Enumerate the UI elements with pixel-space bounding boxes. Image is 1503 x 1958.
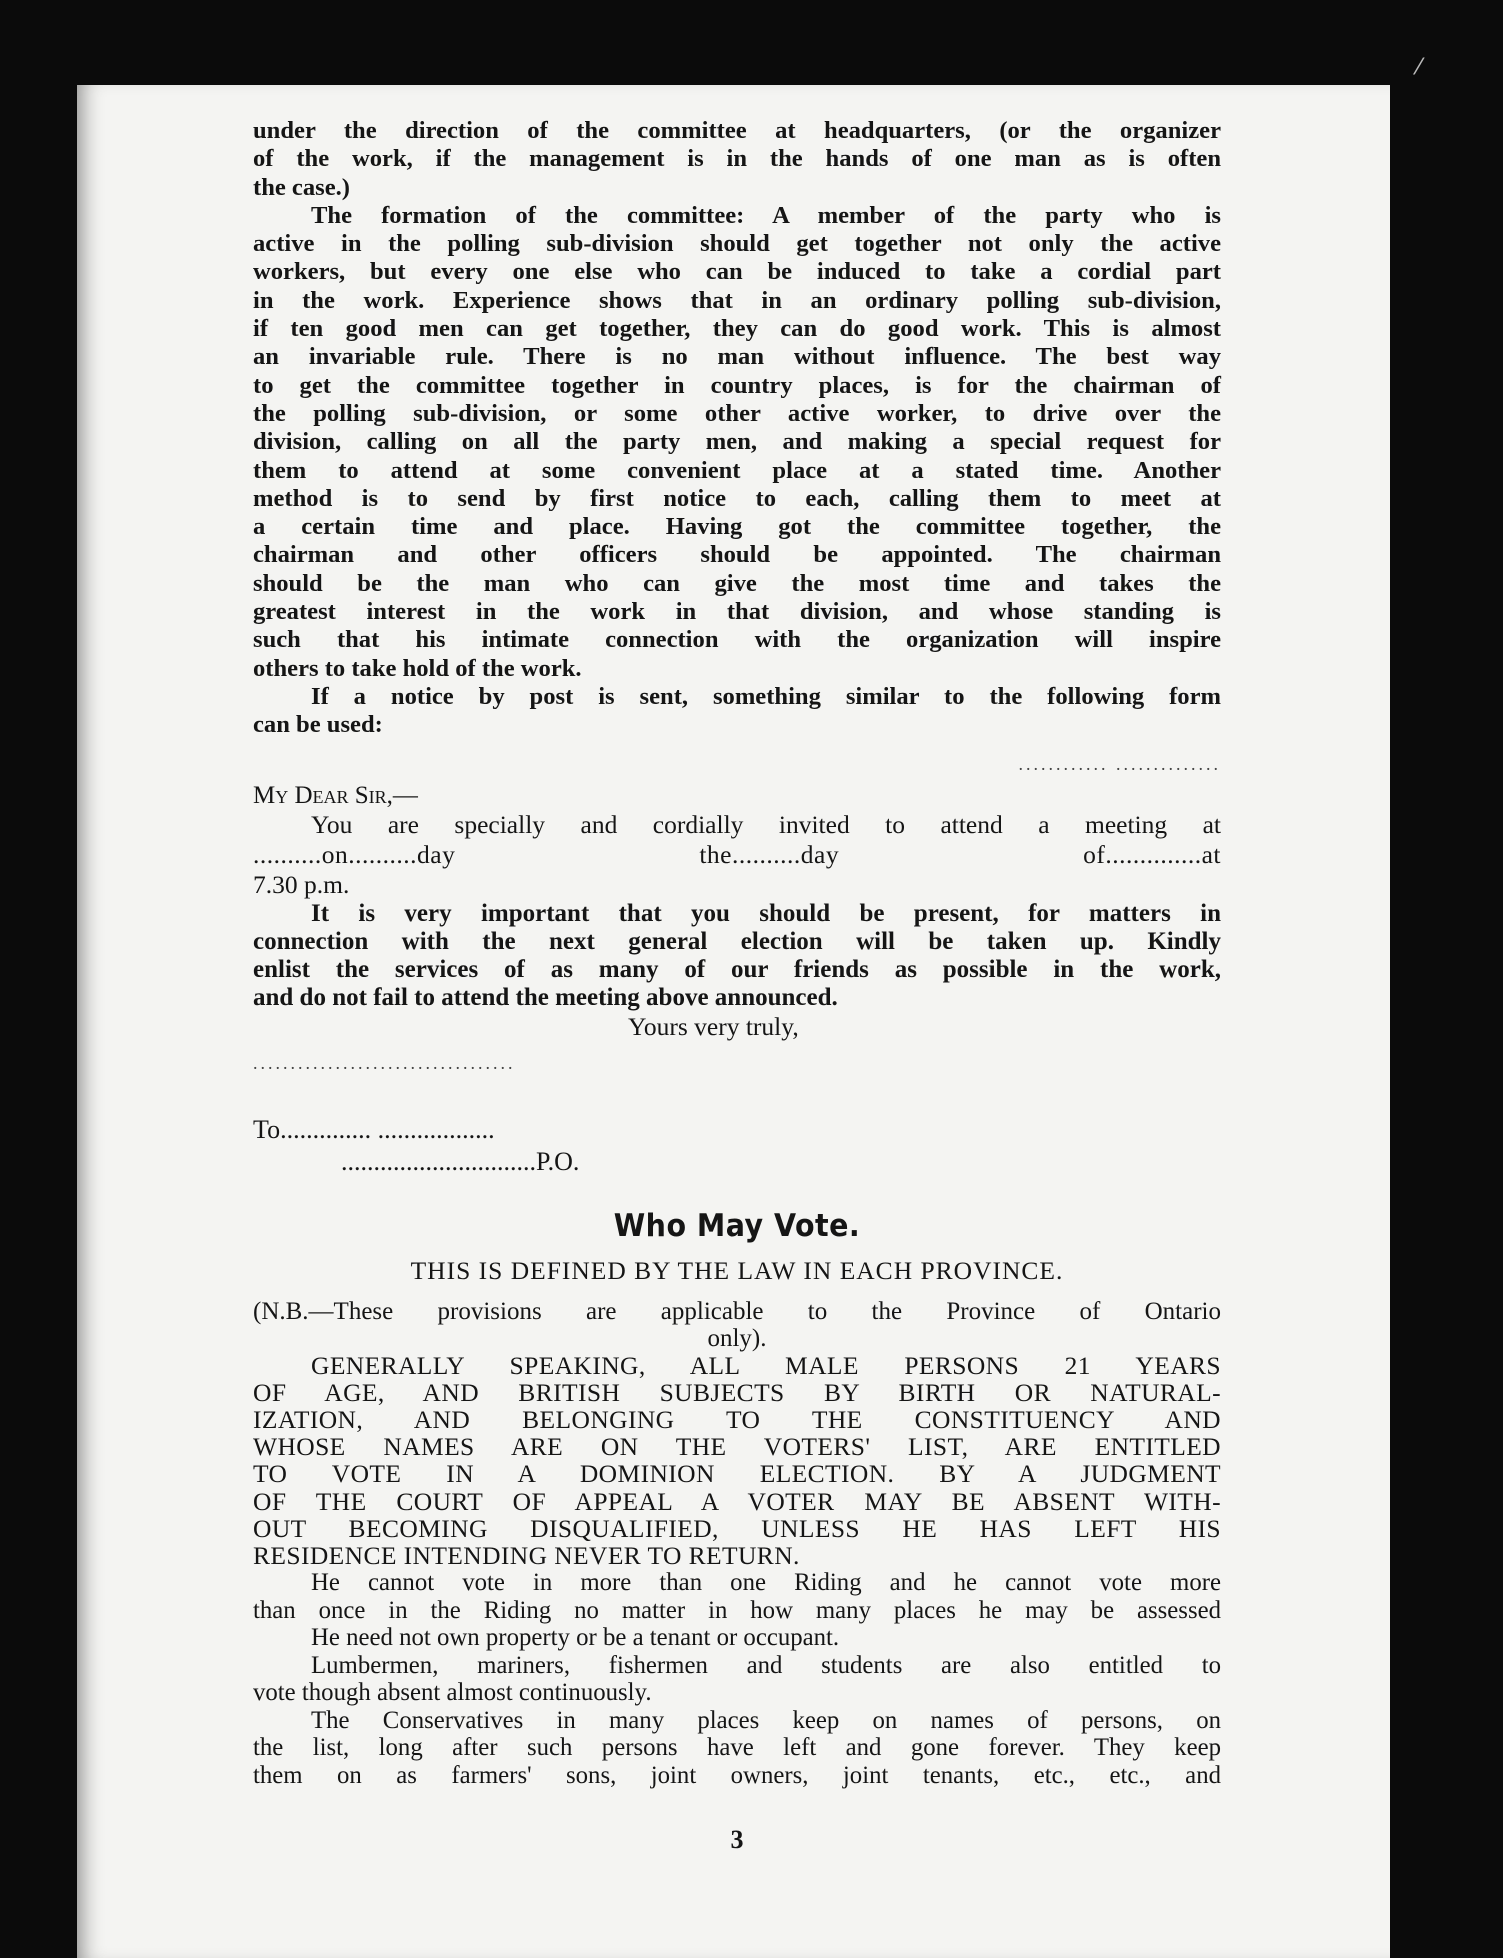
text-line: if ten good men can get together, they can do good work. This is almost [253, 315, 1221, 343]
text-line: active in the polling sub-division should get together not only the active [253, 230, 1221, 258]
text-line: of the work, if the management is in the hands of one man as is often [253, 145, 1221, 173]
text-line: OF AGE, AND BRITISH SUBJECTS BY BIRTH OR NATURAL- [253, 1377, 1221, 1407]
text-line: OF THE COURT OF APPEAL A VOTER MAY BE ABSENT WITH- [253, 1486, 1221, 1516]
letter-closing: Yours very truly, [628, 1011, 799, 1041]
text-line: (N.B.—These provisions are applicable to the Province of Ontario [253, 1297, 1221, 1325]
text-line: should be the man who can give the most time and takes the [253, 569, 1221, 597]
text-line: than once in the Riding no matter in how many places he may be assessed [253, 1596, 1221, 1624]
text-line: It is very important that you should be present, for matters in [311, 899, 1221, 927]
text-line: The Conservatives in many places keep on names of persons, on [311, 1706, 1221, 1734]
text-line: The formation of the committee: A member of the party who is [311, 201, 1221, 229]
po-line: ..............................P.O. [341, 1146, 580, 1176]
riding-paragraph [253, 1569, 1221, 1624]
text-line: them on as farmers' sons, joint owners, joint tenants, etc., etc., and [253, 1761, 1221, 1789]
text-line: connection with the next general election will be taken up. Kindly [253, 927, 1221, 955]
text-line: IZATION, AND BELONGING TO THE CONSTITUENCY AND [253, 1404, 1221, 1434]
formation-paragraph [253, 202, 1221, 683]
text-line: the list, long after such persons have left and gone forever. They keep [253, 1734, 1221, 1762]
letter-time: 7.30 p.m. [253, 869, 350, 899]
property-paragraph: He need not own property or be a tenant or occupant. [311, 1624, 840, 1652]
text-line: can be used: [253, 711, 383, 739]
text-line: enlist the services of as many of our friends as possible in the work, [253, 955, 1221, 983]
text-line: the case.) [253, 173, 350, 201]
text-line: RESIDENCE INTENDING NEVER TO RETURN. [253, 1540, 800, 1570]
document-page [77, 55, 1421, 1958]
to-line: To.............. .................. [253, 1114, 495, 1144]
text-line: If a notice by post is sent, something similar to the following form [311, 682, 1221, 710]
text-line: method is to send by first notice to each, calling them to meet at [253, 484, 1221, 512]
section-heading: Who May Vote. [613, 1207, 861, 1244]
text-line: and do not fail to attend the meeting above announced. [253, 983, 838, 1011]
text-line: division, calling on all the party men, and making a special request for [253, 428, 1221, 456]
text-line: an invariable rule. There is no man without influence. The best way [253, 343, 1221, 371]
page-content [253, 117, 1221, 1854]
letter-invite: You are specially and cordially invited to attend a meeting at [311, 809, 1221, 839]
text-line: under the direction of the committee at headquarters, (or the organizer [253, 117, 1221, 144]
date-placeholder: ............ .............. [1018, 753, 1221, 774]
text-line: GENERALLY SPEAKING, ALL MALE PERSONS 21 YEARS [311, 1350, 1221, 1380]
notice-paragraph [253, 683, 1221, 740]
text-line: a certain time and place. Having got the committee together, the [253, 513, 1221, 541]
voter-eligibility-paragraph [253, 1352, 1221, 1570]
text-line: others to take hold of the work. [253, 654, 582, 682]
signature-placeholder: ................................... [253, 1052, 516, 1073]
text-line: WHOSE NAMES ARE ON THE VOTERS' LIST, ARE ENTITLED [253, 1432, 1221, 1462]
text-line: OUT BECOMING DISQUALIFIED, UNLESS HE HAS LEFT HIS [253, 1513, 1221, 1543]
text-line: vote though absent almost continuously. [253, 1679, 652, 1707]
text-line: the polling sub-division, or some other active worker, to drive over the [253, 399, 1221, 427]
salutation: My Dear Sir,— [253, 781, 418, 809]
text-line: to get the committee together in country places, is for the chairman of [253, 371, 1221, 399]
text-line: such that his intimate connection with the organization will inspire [253, 626, 1221, 654]
text-line: workers, but every one else who can be induced to take a cordial part [253, 258, 1221, 286]
text-line: greatest interest in the work in that division, and whose standing is [253, 598, 1221, 626]
letter-body [253, 900, 1221, 1012]
section-subheading: THIS IS DEFINED BY THE LAW IN EACH PROVINCE. [410, 1255, 1064, 1285]
letter-when-line: ..........on..........day the..........day of..............at [253, 839, 1221, 869]
text-line: He cannot vote in more than one Riding and he cannot vote more [311, 1569, 1221, 1597]
intro-paragraph [253, 117, 1221, 202]
text-line: Lumbermen, mariners, fishermen and students are also entitled to [311, 1651, 1221, 1679]
page-number: 3 [730, 1825, 744, 1854]
text-line: them to attend at some convenient place at a stated time. Another [253, 456, 1221, 484]
lumbermen-paragraph [253, 1652, 1221, 1707]
letter-form [253, 810, 1221, 1078]
address-block [253, 1114, 1221, 1178]
scan-mark: ⁄ [1417, 55, 1421, 80]
text-line: only). [707, 1324, 767, 1352]
nb-note [253, 1298, 1221, 1352]
text-line: chairman and other officers should be appointed. The chairman [253, 541, 1221, 569]
text-line: in the work. Experience shows that in an ordinary polling sub-division, [253, 286, 1221, 314]
text-line: TO VOTE IN A DOMINION ELECTION. BY A JUDGMENT [253, 1459, 1221, 1489]
conservatives-paragraph [253, 1707, 1221, 1790]
